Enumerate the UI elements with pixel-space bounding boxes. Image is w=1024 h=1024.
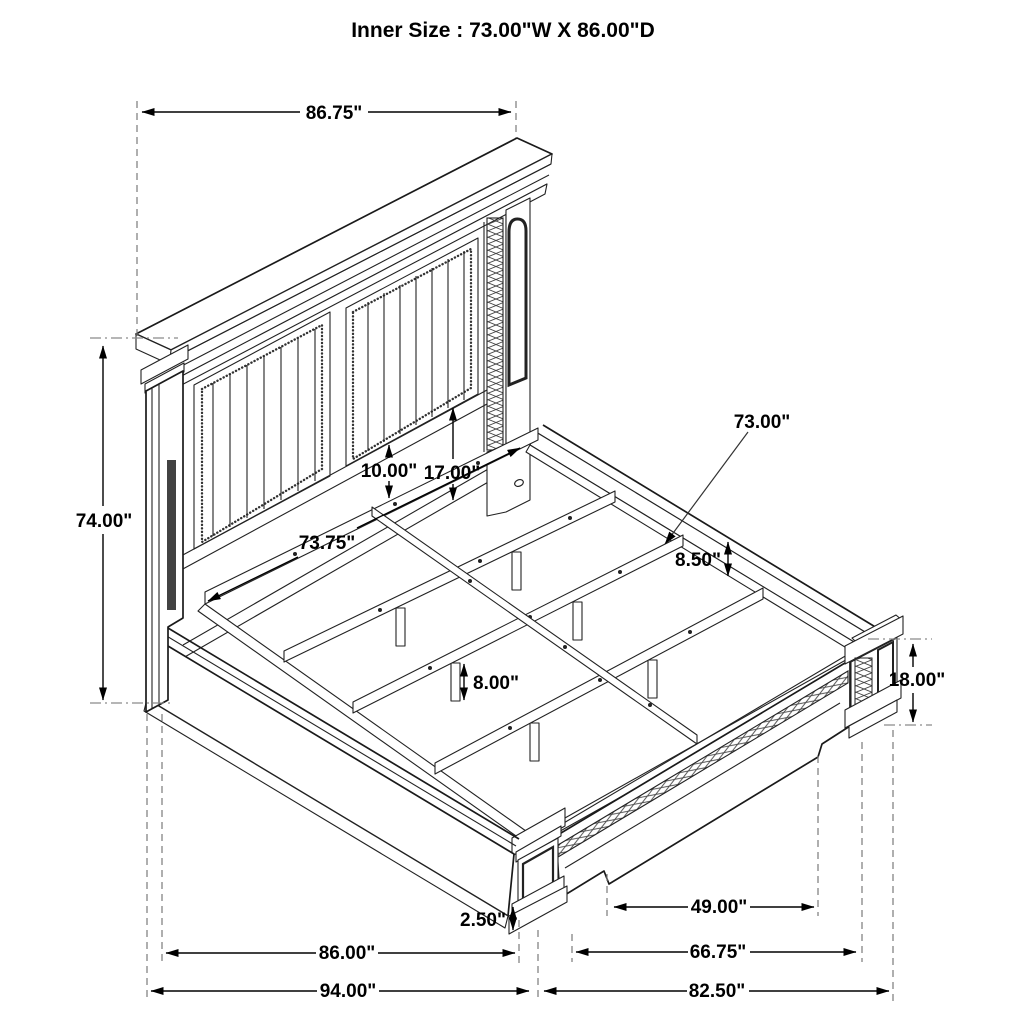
dim-label-footboard-height: 18.00" (888, 670, 946, 691)
dim-label-headboard-height: 74.00" (75, 511, 133, 532)
dim-slat-leg-height (464, 664, 519, 700)
slat-leg (648, 660, 657, 698)
headboard-rope-column (487, 218, 503, 450)
dim-label-footboard-inner-width: 49.00" (690, 897, 748, 918)
headboard-left-post-shadow (167, 460, 176, 610)
dim-label-headboard-width: 86.75" (305, 103, 363, 124)
headboard-panel-right (346, 238, 478, 466)
dim-label-slat-to-rail-drop: 8.50" (675, 550, 721, 571)
slat-leg (451, 663, 460, 701)
dim-label-slat-leg-height: 8.00" (473, 673, 519, 694)
diagram-title: Inner Size : 73.00"W X 86.00"D (351, 19, 655, 42)
far-rail-top-edge (543, 425, 877, 628)
center-support-rail (372, 507, 697, 744)
dim-label-overall-depth: 94.00" (319, 981, 377, 1002)
dim-label-overall-width: 82.50" (688, 981, 746, 1002)
dim-foot-base-height (460, 907, 513, 931)
left-rail-base (144, 699, 508, 928)
dim-label-side-rail-length: 86.00" (318, 943, 376, 964)
center-rail (372, 507, 697, 744)
dim-label-slat-length: 73.00" (733, 412, 791, 433)
headboard-panel-left (194, 312, 330, 549)
slat-leg (573, 602, 582, 640)
dim-label-panel-to-rail-gap: 10.00" (360, 461, 418, 482)
headboard (136, 138, 552, 658)
footboard-panel-line (565, 703, 840, 868)
left-side-rail (144, 622, 519, 928)
slat-leg (530, 723, 539, 761)
slat-leg (512, 552, 521, 590)
bed-drawing (136, 138, 903, 934)
dim-label-footboard-panel-width: 66.75" (689, 942, 747, 963)
slat-1 (284, 491, 615, 662)
dim-label-inner-headboard-width: 73.75" (298, 533, 356, 554)
footboard (509, 615, 903, 934)
dim-label-foot-base-height: 2.50" (460, 910, 506, 931)
dim-label-headboard-rail-height: 17.00" (423, 463, 481, 484)
slat-leg (396, 608, 405, 646)
